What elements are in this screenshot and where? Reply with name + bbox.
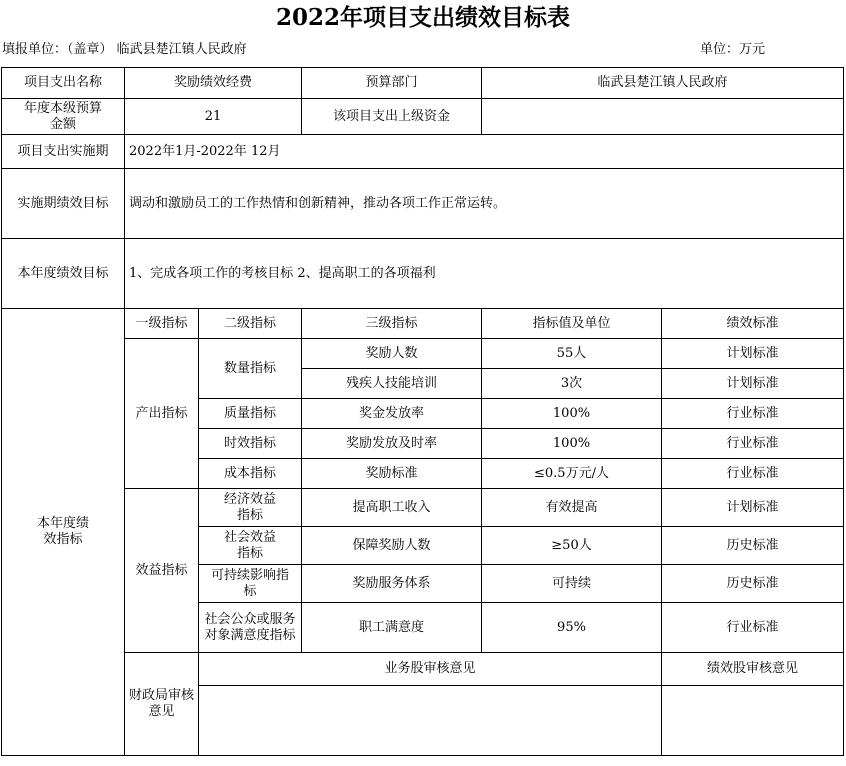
performance-review-field[interactable] — [662, 686, 844, 756]
table-row — [2, 169, 844, 239]
benefit-indicator-label: 效益指标 — [125, 489, 199, 653]
indicator-name: 职工满意度 — [302, 603, 482, 653]
economic-indicator-label: 经济效益指标 — [199, 489, 302, 527]
project-name: 奖励绩效经费 — [125, 68, 302, 99]
indicator-name: 奖励人数 — [302, 339, 482, 369]
indicators-section-label: 本年度绩效指标 — [2, 309, 125, 756]
indicator-value: 有效提高 — [482, 489, 662, 527]
indicator-value: 可持续 — [482, 565, 662, 603]
business-review-field[interactable] — [199, 686, 662, 756]
indicator-standard: 计划标准 — [662, 339, 844, 369]
sustainable-indicator-label: 可持续影响指标 — [199, 565, 302, 603]
indicator-name: 奖金发放率 — [302, 399, 482, 429]
indicator-name: 提高职工收入 — [302, 489, 482, 527]
indicator-standard: 行业标准 — [662, 399, 844, 429]
table-row — [2, 99, 844, 135]
impl-goal-value: 调动和激励员工的工作热情和创新精神，推动各项工作正常运转。 — [125, 169, 844, 239]
annual-goal-label: 本年度绩效目标 — [2, 239, 125, 309]
indicator-standard: 历史标准 — [662, 565, 844, 603]
performance-table — [1, 67, 844, 756]
impl-goal-label: 实施期绩效目标 — [2, 169, 125, 239]
quantity-indicator-label: 数量指标 — [199, 339, 302, 399]
table-row — [2, 68, 844, 99]
indicator-name: 残疾人技能培训 — [302, 369, 482, 399]
annual-budget: 21 — [125, 99, 302, 135]
table-row — [2, 135, 844, 169]
header-level2: 二级指标 — [199, 309, 302, 339]
indicator-standard: 计划标准 — [662, 489, 844, 527]
superior-funds-label: 该项目支出上级资金 — [302, 99, 482, 135]
indicator-value: 55人 — [482, 339, 662, 369]
superior-funds — [482, 99, 844, 135]
indicator-standard: 历史标准 — [662, 527, 844, 565]
indicator-standard: 行业标准 — [662, 459, 844, 489]
indicator-value: ≤0.5万元/人 — [482, 459, 662, 489]
annual-goal-value: 1、完成各项工作的考核目标 2、提高职工的各项福利 — [125, 239, 844, 309]
indicator-value: 95% — [482, 603, 662, 653]
output-indicator-label: 产出指标 — [125, 339, 199, 489]
satisfaction-indicator-label: 社会公众或服务对象满意度指标 — [199, 603, 302, 653]
header-value: 指标值及单位 — [482, 309, 662, 339]
timeliness-indicator-label: 时效指标 — [199, 429, 302, 459]
amount-unit: 单位：万元 — [700, 42, 766, 57]
budget-dept-label: 预算部门 — [302, 68, 482, 99]
page-title: 2022年项目支出绩效目标表 — [275, 4, 570, 31]
annual-budget-label: 年度本级预算金额 — [2, 99, 125, 135]
budget-dept: 临武县楚江镇人民政府 — [482, 68, 844, 99]
filler-unit: 填报单位：（盖章） 临武县楚江镇人民政府 — [2, 42, 247, 57]
table-row — [2, 309, 844, 339]
indicator-name: 奖励标准 — [302, 459, 482, 489]
period-label: 项目支出实施期 — [2, 135, 125, 169]
indicator-name: 奖励发放及时率 — [302, 429, 482, 459]
indicator-standard: 行业标准 — [662, 603, 844, 653]
cost-indicator-label: 成本指标 — [199, 459, 302, 489]
header-level3: 三级指标 — [302, 309, 482, 339]
indicator-value: ≥50人 — [482, 527, 662, 565]
social-indicator-label: 社会效益指标 — [199, 527, 302, 565]
indicator-value: 100% — [482, 399, 662, 429]
quality-indicator-label: 质量指标 — [199, 399, 302, 429]
header-level1: 一级指标 — [125, 309, 199, 339]
indicator-name: 保障奖励人数 — [302, 527, 482, 565]
performance-review-label: 绩效股审核意见 — [662, 653, 844, 686]
period-value: 2022年1月-2022年 12月 — [125, 135, 844, 169]
indicator-value: 100% — [482, 429, 662, 459]
table-row — [2, 489, 844, 527]
table-row — [2, 239, 844, 309]
project-name-label: 项目支出名称 — [2, 68, 125, 99]
indicator-standard: 行业标准 — [662, 429, 844, 459]
table-row — [2, 653, 844, 686]
header-standard: 绩效标准 — [662, 309, 844, 339]
table-row — [2, 339, 844, 369]
business-review-label: 业务股审核意见 — [199, 653, 662, 686]
indicator-value: 3次 — [482, 369, 662, 399]
indicator-standard: 计划标准 — [662, 369, 844, 399]
review-label: 财政局审核意见 — [125, 653, 199, 756]
indicator-name: 奖励服务体系 — [302, 565, 482, 603]
